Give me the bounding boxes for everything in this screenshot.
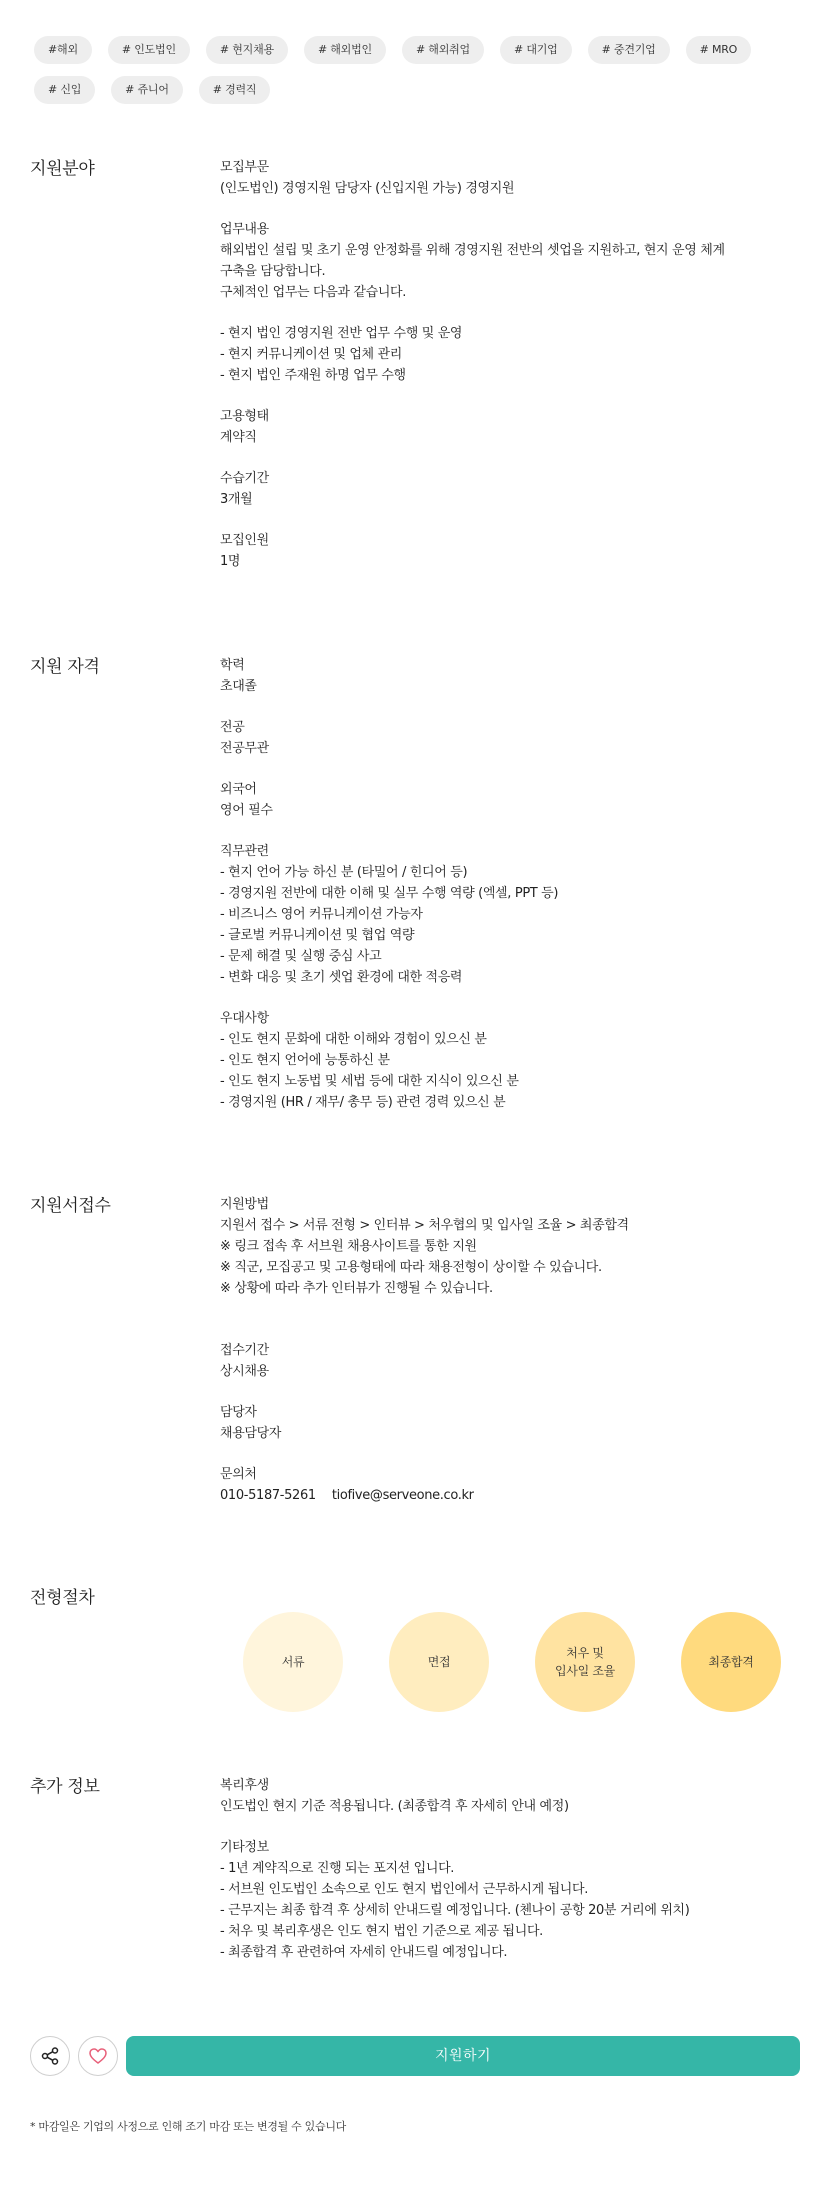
list-item: - 1년 계약직으로 진행 되는 포지션 입니다. xyxy=(220,1861,455,1876)
process-step: 서류 xyxy=(243,1612,343,1712)
list-item: 지원서 접수 > 서류 전형 > 인터뷰 > 처우협의 및 입사일 조율 > 최종합격 xyxy=(220,1218,629,1233)
section-title: 전형절차 xyxy=(30,1588,95,1608)
field-label: 지원방법 xyxy=(220,1197,269,1212)
contact-email[interactable]: tiofive@serveone.co.kr xyxy=(331,1488,474,1503)
field-label: 고용형태 xyxy=(220,409,269,424)
list-item: - 근무지는 최종 합격 후 상세히 안내드릴 예정입니다. (첸나이 공항 20분 거리에 위치) xyxy=(220,1903,690,1918)
contact-phone[interactable]: 010-5187-5261 xyxy=(220,1488,316,1503)
list-item: - 글로벌 커뮤니케이션 및 협업 역량 xyxy=(220,928,415,943)
list-item: - 인도 현지 노동법 및 세법 등에 대한 지식이 있으신 분 xyxy=(220,1074,519,1089)
tag[interactable]: # 해외법인 xyxy=(304,36,386,64)
field-value: 계약직 xyxy=(220,430,257,445)
list-item: - 변화 대응 및 초기 셋업 환경에 대한 적응력 xyxy=(220,970,463,985)
field-label: 모집부문 xyxy=(220,160,269,175)
list-item: ※ 직군, 모집공고 및 고용형태에 따라 채용전형이 상이할 수 있습니다. xyxy=(220,1260,602,1275)
list-item: - 현지 법인 주재원 하명 업무 수행 xyxy=(220,368,406,383)
section-title: 지원 자격 xyxy=(30,657,100,677)
section-title: 지원분야 xyxy=(30,159,95,179)
share-icon xyxy=(40,2046,60,2066)
section-title: 추가 정보 xyxy=(30,1777,100,1797)
field-value: (인도법인) 경영지원 담당자 (신입지원 가능) 경영지원 xyxy=(220,181,515,196)
section-body xyxy=(220,655,820,1133)
section-body xyxy=(220,1775,820,1983)
list-item: - 인도 현지 문화에 대한 이해와 경험이 있으신 분 xyxy=(220,1032,487,1047)
deadline-notice: * 마감일은 기업의 사정으로 인해 조기 마감 또는 변경될 수 있습니다 xyxy=(30,2120,346,2133)
process-step: 면접 xyxy=(389,1612,489,1712)
field-label: 직무관련 xyxy=(220,844,269,859)
tag[interactable]: # 경력직 xyxy=(199,76,271,104)
field-value: 1명 xyxy=(220,554,241,569)
field-value: 구축을 담당합니다. xyxy=(220,264,326,279)
tag[interactable]: # 해외취업 xyxy=(402,36,484,64)
section-body xyxy=(220,1194,820,1526)
tag[interactable]: # MRO xyxy=(686,36,752,64)
list-item: - 문제 해결 및 실행 중심 사고 xyxy=(220,949,382,964)
list-item: - 현지 언어 가능 하신 분 (타밀어 / 힌디어 등) xyxy=(220,865,468,880)
apply-button[interactable]: 지원하기 xyxy=(126,2036,800,2076)
process-steps xyxy=(243,1612,803,1712)
list-item: - 현지 법인 경영지원 전반 업무 수행 및 운영 xyxy=(220,326,463,341)
list-item: - 비즈니스 영어 커뮤니케이션 가능자 xyxy=(220,907,423,922)
field-label: 복리후생 xyxy=(220,1778,269,1793)
list-item: ※ 링크 접속 후 서브원 채용사이트를 통한 지원 xyxy=(220,1239,477,1254)
field-value: 3개월 xyxy=(220,492,253,507)
field-value: 해외법인 설립 및 초기 운영 안정화를 위해 경영지원 전반의 셋업을 지원하고, 현지 운영 체계 xyxy=(220,243,725,258)
list-item: ※ 상황에 따라 추가 인터뷰가 진행될 수 있습니다. xyxy=(220,1281,493,1296)
field-label: 담당자 xyxy=(220,1405,257,1420)
field-value: 상시채용 xyxy=(220,1364,269,1379)
tag[interactable]: # 중견기업 xyxy=(588,36,670,64)
field-value: 영어 필수 xyxy=(220,803,273,818)
tag-list xyxy=(34,36,804,104)
list-item: - 인도 현지 언어에 능통하신 분 xyxy=(220,1053,390,1068)
list-item: - 현지 커뮤니케이션 및 업체 관리 xyxy=(220,347,402,362)
section-body xyxy=(220,157,820,592)
contact-line xyxy=(220,1485,820,1506)
tag[interactable]: # 신입 xyxy=(34,76,95,104)
field-label: 접수기간 xyxy=(220,1343,269,1358)
field-value: 전공무관 xyxy=(220,741,269,756)
field-value: 인도법인 현지 기준 적용됩니다. (최종합격 후 자세히 안내 예정) xyxy=(220,1799,569,1814)
tag[interactable]: # 대기업 xyxy=(500,36,572,64)
field-value: 초대졸 xyxy=(220,679,257,694)
field-value: 구체적인 업무는 다음과 같습니다. xyxy=(220,285,407,300)
tag[interactable]: # 쥬니어 xyxy=(111,76,183,104)
list-item: - 서브원 인도법인 소속으로 인도 현지 법인에서 근무하시게 됩니다. xyxy=(220,1882,588,1897)
process-step: 처우 및 입사일 조율 xyxy=(535,1612,635,1712)
field-label: 기타정보 xyxy=(220,1840,269,1855)
list-item: - 경영지원 (HR / 재무/ 총무 등) 관련 경력 있으신 분 xyxy=(220,1095,506,1110)
field-label: 문의처 xyxy=(220,1467,257,1482)
action-bar xyxy=(30,2036,800,2076)
field-label: 전공 xyxy=(220,720,245,735)
field-label: 업무내용 xyxy=(220,222,269,237)
field-label: 외국어 xyxy=(220,782,257,797)
heart-icon xyxy=(88,2046,108,2066)
field-label: 학력 xyxy=(220,658,245,673)
process-step: 최종합격 xyxy=(681,1612,781,1712)
list-item: - 경영지원 전반에 대한 이해 및 실무 수행 역량 (엑셀, PPT 등) xyxy=(220,886,559,901)
tag[interactable]: # 인도법인 xyxy=(108,36,190,64)
tag[interactable]: #해외 xyxy=(34,36,92,64)
like-button[interactable] xyxy=(78,2036,118,2076)
section-title: 지원서접수 xyxy=(30,1196,111,1216)
field-label: 수습기간 xyxy=(220,471,269,486)
field-label: 모집인원 xyxy=(220,533,269,548)
share-button[interactable] xyxy=(30,2036,70,2076)
tag[interactable]: # 현지채용 xyxy=(206,36,288,64)
list-item: - 처우 및 복리후생은 인도 현지 법인 기준으로 제공 됩니다. xyxy=(220,1924,543,1939)
field-value: 채용담당자 xyxy=(220,1426,282,1441)
field-label: 우대사항 xyxy=(220,1011,269,1026)
list-item: - 최종합격 후 관련하여 자세히 안내드릴 예정입니다. xyxy=(220,1945,508,1960)
